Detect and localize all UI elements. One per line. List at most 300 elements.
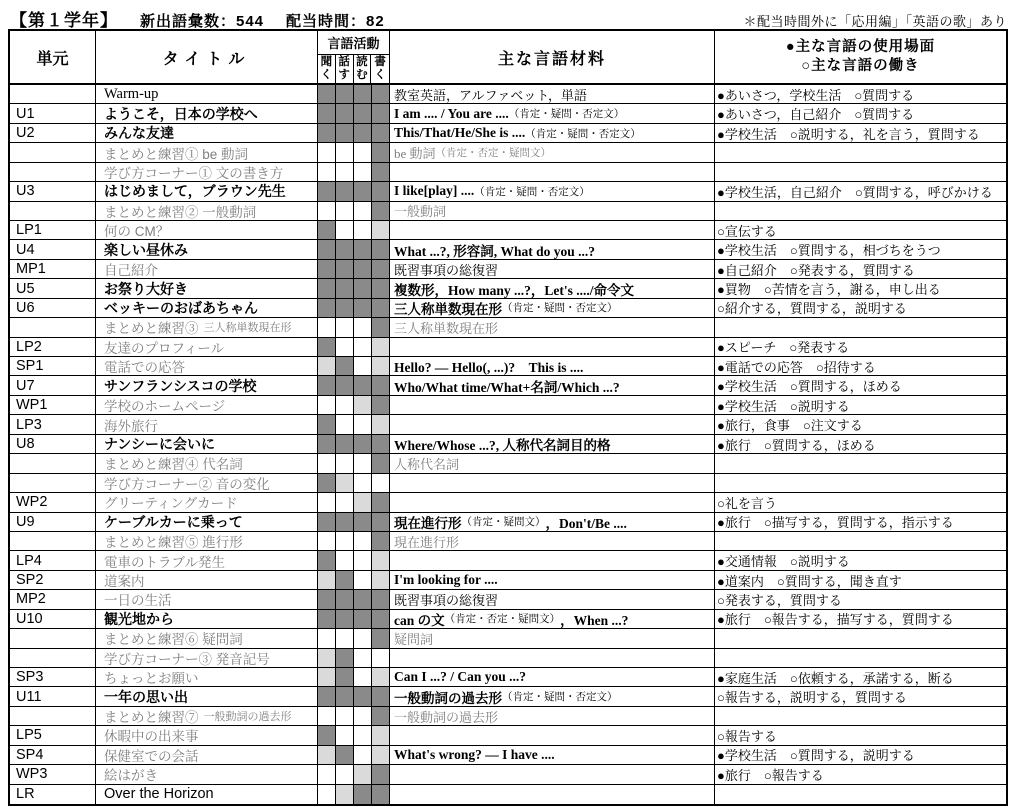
material-text: 現在進行形 [394, 515, 462, 531]
activity-cell-listen [318, 415, 336, 434]
row-title-note: 三人称単数現在形 [203, 322, 292, 335]
activity-cell-write [372, 435, 390, 454]
activity-cell-read [354, 85, 372, 104]
activity-cell-listen [318, 279, 336, 298]
activity-cell-read [354, 299, 372, 318]
activity-cell-speak [336, 143, 354, 162]
material-cell [390, 376, 715, 395]
activity-cell-speak [336, 357, 354, 376]
activity-cell-speak [336, 376, 354, 395]
material-text: 一般動詞の過去形 [394, 709, 499, 725]
unit-cell [10, 454, 96, 473]
title-cell [96, 513, 318, 532]
usage-cell: ●学校生活 ○説明する [715, 396, 1006, 415]
activity-cell-listen [318, 376, 336, 395]
usage-cell: ○紹介する，質問する，説明する [715, 299, 1006, 318]
activity-cell-speak [336, 104, 354, 123]
title-cell [96, 299, 318, 318]
activity-cell-read [354, 454, 372, 473]
title-cell [96, 143, 318, 162]
activity-cell-read [354, 610, 372, 629]
usage-cell: ●旅行 ○描写する，質問する，指示する [715, 513, 1006, 532]
unit-cell: U2 [10, 124, 96, 143]
row-title: ベッキーのおばあちゃん [104, 299, 258, 316]
unit-cell: SP1 [10, 357, 96, 376]
activity-cell-listen [318, 124, 336, 143]
activity-cell-listen [318, 454, 336, 473]
row-title: 電話での応答 [104, 360, 185, 376]
usage-cell: ●家庭生活 ○依頼する，承諾する，断る [715, 668, 1006, 687]
activity-cell-listen [318, 143, 336, 162]
unit-cell: U3 [10, 182, 96, 201]
material-cell [390, 221, 715, 240]
column-header-title: タイトル [96, 31, 318, 85]
material-cell [390, 318, 715, 337]
row-title: 楽しい昼休み [104, 241, 188, 258]
material-text: 疑問詞 [394, 631, 434, 647]
activity-cell-write [372, 396, 390, 415]
activity-cell-speak [336, 649, 354, 668]
activity-cell-write [372, 590, 390, 609]
activity-cell-speak [336, 454, 354, 473]
activity-cell-write [372, 726, 390, 745]
activity-cell-write [372, 415, 390, 434]
activity-cell-listen [318, 532, 336, 551]
title-cell [96, 707, 318, 726]
material-text: 三人称単数現在形 [394, 301, 502, 317]
material-cell [390, 415, 715, 434]
activity-cell-listen [318, 649, 336, 668]
row-title: ナンシーに会いに [104, 436, 215, 452]
unit-cell: SP4 [10, 746, 96, 765]
unit-cell: U7 [10, 376, 96, 395]
material-cell [390, 435, 715, 454]
material-note: （肯定・疑問・否定文） [502, 303, 618, 315]
row-title: 学び方コーナー② 音の変化 [104, 476, 270, 492]
unit-cell: LP1 [10, 221, 96, 240]
row-title: 保健室での会話 [104, 748, 199, 764]
title-cell [96, 202, 318, 221]
title-cell [96, 396, 318, 415]
material-cell [390, 240, 715, 259]
title-cell [96, 454, 318, 473]
material-text: I'm looking for .... [394, 572, 498, 588]
material-note: （肯定・疑問文） [461, 517, 546, 529]
activity-cell-speak [336, 610, 354, 629]
activity-cell-write [372, 687, 390, 706]
usage-cell: ○報告する，説明する，質問する [715, 687, 1006, 706]
activity-cell-write [372, 610, 390, 629]
activity-cell-write [372, 202, 390, 221]
usage-cell: ●旅行 ○報告する [715, 765, 1006, 784]
material-text: 複数形，How many ...?，Let's ..../命令文 [394, 282, 635, 298]
usage-cell [715, 629, 1006, 648]
title-cell [96, 590, 318, 609]
activity-cell-listen [318, 202, 336, 221]
material-cell [390, 182, 715, 201]
unit-cell: MP2 [10, 590, 96, 609]
row-title: 海外旅行 [104, 418, 158, 434]
activity-cell-listen [318, 435, 336, 454]
usage-cell: ●学校生活，自己紹介 ○質問する，呼びかける [715, 182, 1006, 201]
row-title: 一年の思い出 [104, 688, 188, 705]
title-cell [96, 435, 318, 454]
activity-cell-listen [318, 357, 336, 376]
activity-cell-read [354, 143, 372, 162]
material-cell [390, 474, 715, 493]
title-cell [96, 182, 318, 201]
activity-cell-speak [336, 396, 354, 415]
activity-cell-read [354, 279, 372, 298]
activity-cell-write [372, 143, 390, 162]
material-note: （肯定・疑問・否定文） [502, 692, 618, 704]
activity-col-label: 読む [354, 55, 372, 83]
activity-cell-read [354, 590, 372, 609]
row-title: まとめと練習⑦ [104, 710, 199, 726]
activity-cell-listen [318, 590, 336, 609]
unit-cell: WP1 [10, 396, 96, 415]
usage-cell [715, 532, 1006, 551]
activity-cell-speak [336, 435, 354, 454]
unit-cell: MP1 [10, 260, 96, 279]
unit-cell [10, 143, 96, 162]
material-cell [390, 687, 715, 706]
unit-cell: LP2 [10, 338, 96, 357]
row-title: まとめと練習① be 動詞 [104, 146, 249, 162]
material-text: 一般動詞の過去形 [394, 690, 502, 706]
activity-cell-speak [336, 493, 354, 512]
activity-cell-read [354, 240, 372, 259]
material-cell [390, 338, 715, 357]
material-cell [390, 610, 715, 629]
unit-cell [10, 318, 96, 337]
activity-cell-speak [336, 765, 354, 784]
row-title: 友達のプロフィール [104, 340, 225, 356]
row-title: お祭り大好き [104, 280, 188, 297]
title-cell [96, 610, 318, 629]
activity-cell-speak [336, 513, 354, 532]
activities-group-label: 言語活動 [318, 31, 389, 55]
material-text: I am .... / You are .... [394, 105, 509, 121]
material-text: 三人称単数現在形 [394, 320, 499, 336]
row-title: 休暇中の出来事 [104, 729, 199, 745]
unit-cell [10, 163, 96, 182]
activity-cell-write [372, 163, 390, 182]
grade-label: 【第１学年】 [10, 11, 118, 30]
activity-cell-listen [318, 513, 336, 532]
material-text: be 動詞 [394, 146, 436, 162]
column-header-material: 主な言語材料 [390, 31, 715, 85]
activity-cell-read [354, 104, 372, 123]
unit-cell: SP2 [10, 571, 96, 590]
title-cell [96, 260, 318, 279]
usage-cell: ●学校生活 ○質問する，相づちをうつ [715, 240, 1006, 259]
row-title-note: 一般動詞の過去形 [203, 711, 292, 724]
usage-cell: ●旅行，食事 ○注文する [715, 415, 1006, 434]
column-header-unit: 単元 [10, 31, 96, 85]
material-cell [390, 260, 715, 279]
material-cell [390, 551, 715, 570]
title-cell [96, 163, 318, 182]
activity-cell-read [354, 726, 372, 745]
material-cell [390, 357, 715, 376]
activity-cell-read [354, 571, 372, 590]
activity-cell-write [372, 357, 390, 376]
usage-cell: ●電話での応答 ○招待する [715, 357, 1006, 376]
unit-cell: LP3 [10, 415, 96, 434]
unit-cell [10, 202, 96, 221]
activity-cell-read [354, 318, 372, 337]
usage-cell: ●学校生活 ○質問する，ほめる [715, 376, 1006, 395]
title-cell [96, 571, 318, 590]
activity-cell-read [354, 435, 372, 454]
row-title: ちょっとお願い [104, 671, 199, 687]
material-cell [390, 163, 715, 182]
activity-cell-write [372, 493, 390, 512]
material-note: （肯定・疑問・否定文） [474, 186, 590, 198]
row-title: まとめと練習④ 代名詞 [104, 457, 243, 473]
activity-cell-write [372, 279, 390, 298]
usage-header-line1: ●主な言語の使用場面 [785, 39, 936, 55]
activity-cell-speak [336, 571, 354, 590]
material-cell [390, 279, 715, 298]
activity-cell-write [372, 649, 390, 668]
activity-cell-write [372, 182, 390, 201]
activity-cell-write [372, 260, 390, 279]
activity-cell-listen [318, 104, 336, 123]
material-cell [390, 668, 715, 687]
activity-cell-listen [318, 85, 336, 104]
row-title: 自己紹介 [104, 263, 158, 279]
activity-cell-speak [336, 668, 354, 687]
unit-cell: U8 [10, 435, 96, 454]
unit-cell: U11 [10, 687, 96, 706]
activity-cell-write [372, 707, 390, 726]
activity-cell-listen [318, 765, 336, 784]
usage-cell: ●交通情報 ○説明する [715, 551, 1006, 570]
activity-cell-write [372, 299, 390, 318]
activity-cell-read [354, 415, 372, 434]
unit-cell: SP3 [10, 668, 96, 687]
row-title: 絵はがき [104, 768, 158, 784]
material-text: 人称代名詞 [394, 456, 460, 472]
activity-cell-read [354, 707, 372, 726]
row-title: まとめと練習② 一般動詞 [104, 204, 257, 220]
activity-cell-read [354, 746, 372, 765]
activity-cell-write [372, 474, 390, 493]
activity-cell-read [354, 493, 372, 512]
material-text: Hello? — Hello(, ...)? This is .... [394, 360, 584, 376]
title-cell [96, 765, 318, 784]
title-cell [96, 532, 318, 551]
title-cell [96, 279, 318, 298]
activity-cell-listen [318, 746, 336, 765]
page-header [0, 0, 1015, 29]
activity-cell-write [372, 240, 390, 259]
row-title: ようこそ，日本の学校へ [104, 105, 258, 122]
activity-cell-write [372, 221, 390, 240]
usage-cell: ●あいさつ，学校生活 ○質問する [715, 85, 1006, 104]
row-title: 道案内 [104, 574, 145, 590]
activity-cell-speak [336, 202, 354, 221]
material-text: What ...?, 形容詞, What do you ...? [394, 243, 596, 259]
row-title: みんな友達 [104, 125, 174, 142]
unit-cell: U10 [10, 610, 96, 629]
usage-cell: ●自己紹介 ○発表する，質問する [715, 260, 1006, 279]
activity-cell-listen [318, 163, 336, 182]
row-title: 学校のホームページ [104, 399, 226, 415]
usage-cell: ○発表する，質問する [715, 590, 1006, 609]
activity-cell-listen [318, 182, 336, 201]
usage-cell: ●学校生活 ○説明する，礼を言う，質問する [715, 124, 1006, 143]
usage-cell: ●道案内 ○質問する，聞き直す [715, 571, 1006, 590]
activity-subheaders [318, 55, 389, 83]
activity-cell-read [354, 163, 372, 182]
row-title: ケーブルカーに乗って [104, 513, 243, 530]
activity-cell-speak [336, 687, 354, 706]
title-cell [96, 221, 318, 240]
activity-cell-listen [318, 551, 336, 570]
material-text: ，When ...? [560, 612, 629, 628]
usage-cell: ○宣伝する [715, 221, 1006, 240]
title-cell [96, 668, 318, 687]
activity-cell-speak [336, 746, 354, 765]
material-cell [390, 590, 715, 609]
usage-cell [715, 318, 1006, 337]
title-cell [96, 687, 318, 706]
material-cell [390, 104, 715, 123]
activity-cell-speak [336, 124, 354, 143]
activity-cell-read [354, 474, 372, 493]
activity-cell-write [372, 318, 390, 337]
activity-cell-listen [318, 668, 336, 687]
material-text: 既習事項の総復習 [394, 592, 499, 608]
activity-cell-speak [336, 629, 354, 648]
usage-cell [715, 163, 1006, 182]
activity-cell-read [354, 629, 372, 648]
material-cell [390, 785, 715, 804]
activity-cell-read [354, 785, 372, 804]
activity-cell-speak [336, 474, 354, 493]
activity-cell-read [354, 221, 372, 240]
activity-cell-speak [336, 707, 354, 726]
activity-cell-read [354, 649, 372, 668]
row-title: まとめと練習⑤ 進行形 [104, 535, 243, 551]
material-text: 教室英語，アルファベット，単語 [394, 87, 588, 103]
activity-cell-listen [318, 571, 336, 590]
material-cell [390, 143, 715, 162]
material-text: Who/What time/What+名詞/Which ...? [394, 379, 620, 395]
activity-cell-write [372, 532, 390, 551]
activity-cell-write [372, 571, 390, 590]
material-text: Where/Whose ...?, 人称代名詞目的格 [394, 438, 611, 453]
usage-cell: ●買物 ○苦情を言う，謝る，申し出る [715, 279, 1006, 298]
material-note: （肯定・疑問・否定文） [508, 109, 625, 121]
vocab-count: 新出語彙数：544 [140, 13, 265, 30]
activity-col-label: 話す [336, 55, 354, 83]
activity-cell-speak [336, 163, 354, 182]
material-cell [390, 765, 715, 784]
usage-header-line2: ○主な言語の働き [801, 58, 920, 74]
material-cell [390, 454, 715, 473]
title-cell [96, 474, 318, 493]
unit-cell [10, 532, 96, 551]
title-cell [96, 493, 318, 512]
activity-cell-speak [336, 240, 354, 259]
usage-cell [715, 707, 1006, 726]
unit-cell: WP2 [10, 493, 96, 512]
material-cell [390, 299, 715, 318]
row-title: 学び方コーナー③ 発音記号 [104, 651, 270, 667]
activity-cell-write [372, 551, 390, 570]
title-cell [96, 124, 318, 143]
material-cell [390, 571, 715, 590]
unit-cell: LR [10, 785, 96, 804]
title-cell [96, 629, 318, 648]
activity-cell-listen [318, 785, 336, 804]
activity-cell-write [372, 668, 390, 687]
material-cell [390, 707, 715, 726]
title-cell [96, 415, 318, 434]
activity-cell-write [372, 765, 390, 784]
activity-col-label: 聞く [318, 55, 336, 83]
activity-cell-speak [336, 785, 354, 804]
material-text: ，Don't/Be .... [545, 515, 627, 531]
activity-cell-speak [336, 551, 354, 570]
material-text: can の文 [394, 612, 445, 628]
material-cell [390, 649, 715, 668]
activity-cell-speak [336, 279, 354, 298]
activity-cell-speak [336, 726, 354, 745]
activity-cell-speak [336, 299, 354, 318]
row-title: サンフランシスコの学校 [104, 377, 257, 394]
activity-cell-read [354, 532, 372, 551]
activity-cell-read [354, 376, 372, 395]
activity-cell-listen [318, 299, 336, 318]
unit-cell: WP3 [10, 765, 96, 784]
title-cell [96, 338, 318, 357]
column-header-usage [715, 31, 1006, 85]
activity-cell-speak [336, 221, 354, 240]
activity-cell-listen [318, 629, 336, 648]
activity-cell-speak [336, 318, 354, 337]
activity-cell-write [372, 85, 390, 104]
activity-cell-speak [336, 85, 354, 104]
activity-cell-write [372, 376, 390, 395]
material-cell [390, 726, 715, 745]
activity-cell-listen [318, 260, 336, 279]
activity-cell-read [354, 260, 372, 279]
usage-cell [715, 785, 1006, 804]
activity-cell-speak [336, 338, 354, 357]
usage-cell: ○報告する [715, 726, 1006, 745]
activity-col-label: 書く [374, 56, 386, 81]
title-cell [96, 240, 318, 259]
activity-cell-read [354, 513, 372, 532]
unit-cell [10, 474, 96, 493]
unit-cell: U9 [10, 513, 96, 532]
usage-cell [715, 143, 1006, 162]
unit-cell: U1 [10, 104, 96, 123]
curriculum-table [8, 29, 1008, 806]
usage-cell: ●旅行 ○質問する，ほめる [715, 435, 1006, 454]
row-title: はじめまして，ブラウン先生 [104, 183, 286, 200]
material-text: I like[play] .... [394, 183, 475, 199]
usage-cell: ●スピーチ ○発表する [715, 338, 1006, 357]
activity-cell-listen [318, 726, 336, 745]
title-cell [96, 104, 318, 123]
usage-cell: ○礼を言う [715, 493, 1006, 512]
